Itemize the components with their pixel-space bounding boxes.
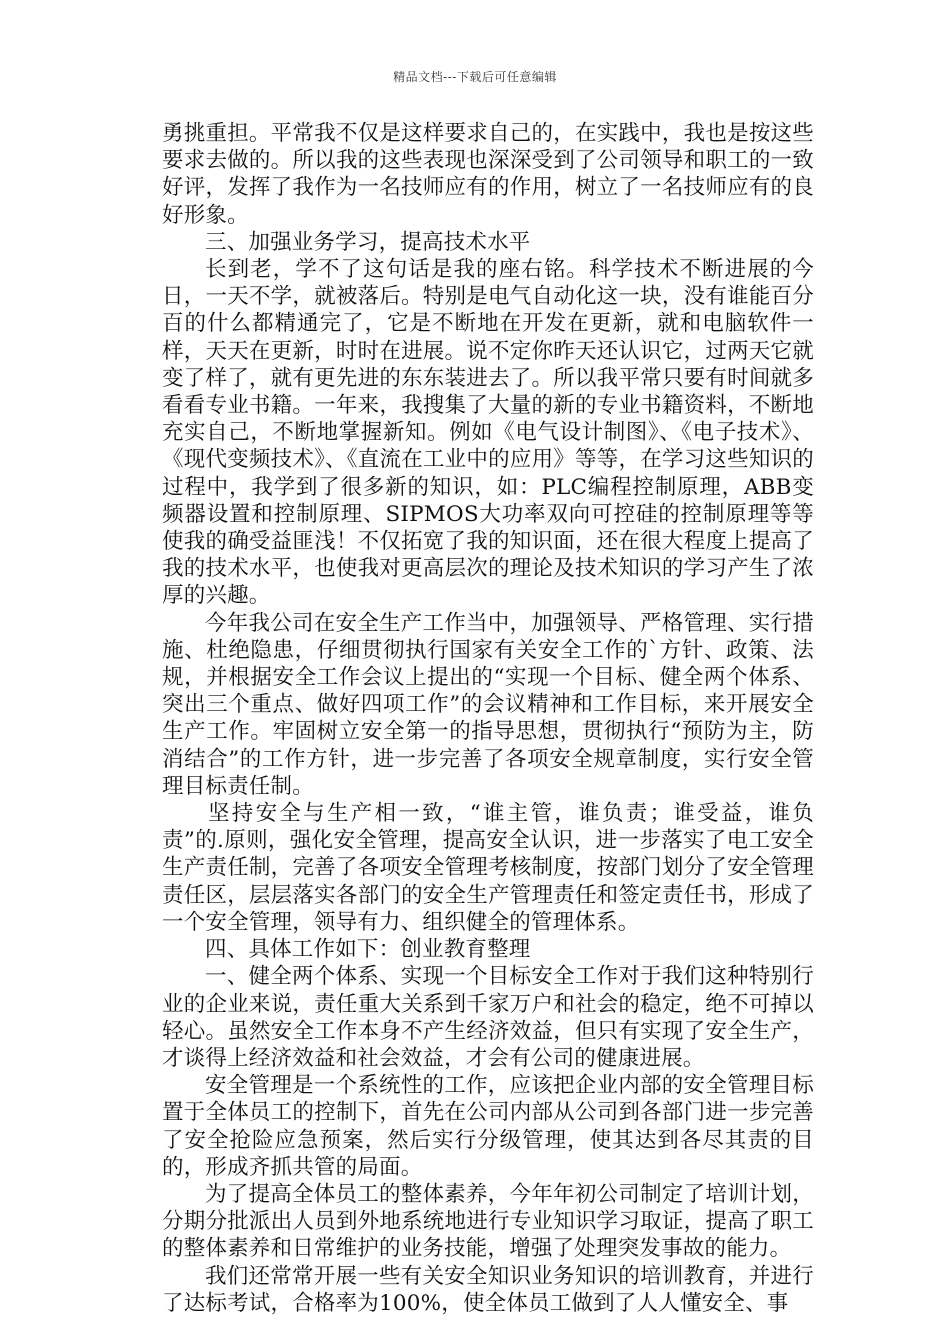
section-heading-3: 三、加强业务学习，提高技术水平 xyxy=(205,229,531,255)
section-heading-4: 四、具体工作如下：创业教育整理 xyxy=(205,937,531,963)
paragraph-education: 我们还常常开展一些有关安全知识业务知识的培训教育，并进行了达标考试，合格率为100%，使全体员工做到了人人懂安全、事 xyxy=(162,1263,814,1316)
paragraph-safety-management: 安全管理是一个系统性的工作，应该把企业内部的安全管理目标置于全体员工的控制下，首先在公司内部从公司到各部门进一步完善了安全抢险应急预案，然后实行分级管理，使其达到各尽其责的目的，形成齐抓共管的局面。 xyxy=(162,1073,814,1180)
paragraph-training: 为了提高全体员工的整体素养，今年年初公司制定了培训计划，分期分批派出人员到外地系统地进行专业知识学习取证，提高了职工的整体素养和日常维护的业务技能，增强了处理突发事故的能力。 xyxy=(162,1181,814,1262)
paragraph-learning: 长到老，学不了这句话是我的座右铭。科学技术不断进展的今日，一天不学，就被落后。特别是电气自动化这一块，没有谁能百分百的什么都精通完了，它是不断地在开发在更新，就和电脑软件一样，天天在更新，时时在进展。说不定你昨天还认识它，过两天它就变了样了，就有更先进的东东装进去了。所以我平常只要有时间就多看看专业书籍。一年来，我搜集了大量的新的专业书籍资料，不断地充实自己，不断地掌握新知。例如《电气设计制图》、《电子技术》、《现代变频技术》、《直流在工业中的应用》等等，在学习这些知识的过程中，我学到了很多新的知识，如：PLC编程控制原理，ABB变频器设置和控制原理、SIPMOS大功率双向可控硅的控制原理等等使我的确受益匪浅！不仅拓宽了我的知识面，还在很大程度上提高了我的技术水平，也使我对更高层次的理论及技术知识的学习产生了浓厚的兴趣。 xyxy=(162,257,814,609)
document-body xyxy=(162,120,814,1317)
paragraph-continuation: 勇挑重担。平常我不仅是这样要求自己的，在实践中，我也是按这些要求去做的。所以我的这些表现也深深受到了公司领导和职工的一致好评，发挥了我作为一名技师应有的作用，树立了一名技师应有的良好形象。 xyxy=(162,121,814,228)
paragraph-two-systems: 一、健全两个体系、实现一个目标安全工作对于我们这种特别行业的企业来说，责任重大关系到千家万户和社会的稳定，绝不可掉以轻心。虽然安全工作本身不产生经济效益，但只有实现了安全生产，才谈得上经济效益和社会效益，才会有公司的健康进展。 xyxy=(162,964,814,1071)
page-header: 精品文档---下载后可任意编辑 xyxy=(393,70,557,84)
paragraph-safety-production: 今年我公司在安全生产工作当中，加强领导、严格管理、实行措施、杜绝隐患，仔细贯彻执行国家有关安全工作的`方针、政策、法规，并根据安全工作会议上提出的“实现一个目标、健全两个体系、突出三个重点、做好四项工作”的会议精神和工作目标，来开展安全生产工作。牢固树立安全第一的指导思想，贯彻执行“预防为主，防消结合”的工作方针，进一步完善了各项安全规章制度，实行安全管理目标责任制。 xyxy=(162,610,814,799)
paragraph-safety-principle: 坚持安全与生产相一致，“谁主管，谁负责；谁受益，谁负责”的.原则，强化安全管理，提高安全认识，进一步落实了电工安全生产责任制，完善了各项安全管理考核制度，按部门划分了安全管理责任区，层层落实各部门的安全生产管理责任和签定责任书，形成了一个安全管理，领导有力、组织健全的管理体系。 xyxy=(162,801,814,935)
